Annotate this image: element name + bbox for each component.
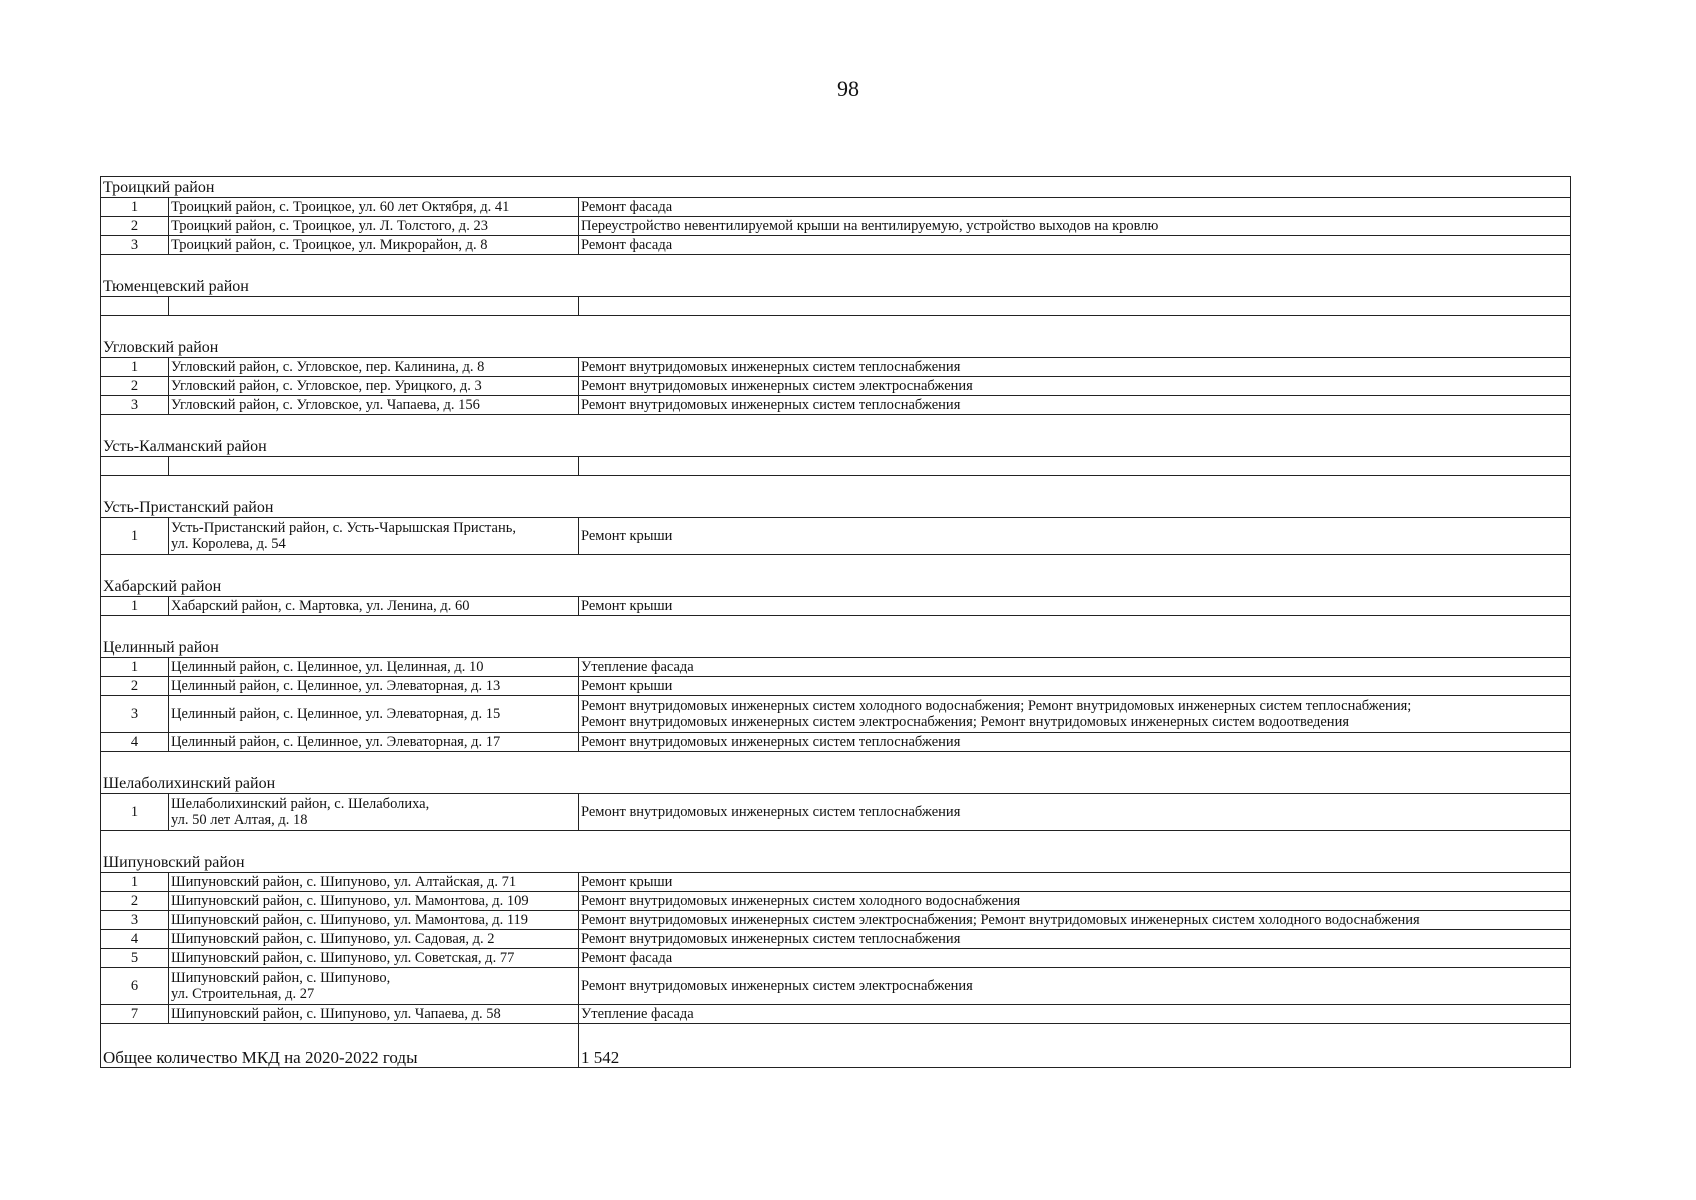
row-number: 1 [101,873,169,892]
district-name: Угловский район [101,316,1571,358]
district-name: Усть-Калманский район [101,415,1571,457]
row-address: Шипуновский район, с. Шипуново, ул. Советская, д. 77 [169,949,579,968]
table-row [101,236,1571,255]
row-number: 7 [101,1005,169,1024]
table-row [101,658,1571,677]
table-row [101,949,1571,968]
district-header [101,255,1571,297]
row-address: Троицкий район, с. Троицкое, ул. Л. Толстого, д. 23 [169,217,579,236]
row-work: Переустройство невентилируемой крыши на вентилируемую, устройство выходов на кровлю [579,217,1571,236]
empty-row [101,457,1571,476]
table-row [101,677,1571,696]
total-row [101,1024,1571,1068]
row-address: Шипуновский район, с. Шипуново, ул. Мамонтова, д. 119 [169,911,579,930]
row-address-line: ул. 50 лет Алтая, д. 18 [171,812,308,828]
row-number: 4 [101,930,169,949]
table-row [101,217,1571,236]
row-address: Угловский район, с. Угловское, пер. Урицкого, д. 3 [169,377,579,396]
table-row [101,198,1571,217]
row-work: Ремонт внутридомовых инженерных систем электроснабжения; Ремонт внутридомовых инженерных систем холодного водоснабжения [579,911,1571,930]
table-row [101,518,1571,555]
row-address: Хабарский район, с. Мартовка, ул. Ленина, д. 60 [169,597,579,616]
district-name: Хабарский район [101,555,1571,597]
row-work: Ремонт внутридомовых инженерных систем теплоснабжения [579,733,1571,752]
district-header [101,616,1571,658]
row-work [579,696,1571,733]
row-number: 2 [101,377,169,396]
district-header [101,177,1571,198]
row-number: 5 [101,949,169,968]
district-name: Шипуновский район [101,831,1571,873]
row-address: Целинный район, с. Целинное, ул. Элеваторная, д. 13 [169,677,579,696]
district-header [101,752,1571,794]
table-row [101,873,1571,892]
row-work: Ремонт внутридомовых инженерных систем теплоснабжения [579,358,1571,377]
row-number: 1 [101,794,169,831]
row-address: Угловский район, с. Угловское, пер. Калинина, д. 8 [169,358,579,377]
row-number: 6 [101,968,169,1005]
row-address-line: ул. Строительная, д. 27 [171,986,315,1002]
row-number: 2 [101,217,169,236]
row-work: Ремонт крыши [579,873,1571,892]
row-address: Целинный район, с. Целинное, ул. Целинная, д. 10 [169,658,579,677]
row-address: Шипуновский район, с. Шипуново, ул. Чапаева, д. 58 [169,1005,579,1024]
row-number: 1 [101,358,169,377]
row-number: 2 [101,892,169,911]
row-work: Ремонт крыши [579,597,1571,616]
row-address [169,518,579,555]
row-address-line: ул. Королева, д. 54 [171,536,286,552]
row-work-line: Ремонт внутридомовых инженерных систем холодного водоснабжения; Ремонт внутридомовых инженерных систем теплоснабжения; [581,697,1412,714]
row-address-line: Шелаболихинский район, с. Шелаболиха, [171,795,430,812]
district-header [101,476,1571,518]
empty-row [101,297,1571,316]
table-row [101,1005,1571,1024]
table-row [101,794,1571,831]
total-label: Общее количество МКД на 2020-2022 годы [101,1024,579,1068]
empty-cell [101,457,169,476]
page-number: 98 [837,76,859,101]
table-row [101,930,1571,949]
row-work: Ремонт фасада [579,198,1571,217]
row-address-line: Усть-Пристанский район, с. Усть-Чарышская Пристань, [171,519,516,536]
empty-cell [169,297,579,316]
row-work: Ремонт внутридомовых инженерных систем теплоснабжения [579,396,1571,415]
repair-list-table [100,176,1571,1068]
table-row [101,733,1571,752]
row-work: Ремонт фасада [579,236,1571,255]
table-row [101,911,1571,930]
row-address: Троицкий район, с. Троицкое, ул. Микрорайон, д. 8 [169,236,579,255]
empty-cell [169,457,579,476]
district-name: Усть-Пристанский район [101,476,1571,518]
row-number: 1 [101,597,169,616]
district-name: Целинный район [101,616,1571,658]
row-address [169,794,579,831]
row-address: Шипуновский район, с. Шипуново, ул. Алтайская, д. 71 [169,873,579,892]
row-address [169,968,579,1005]
row-number: 3 [101,696,169,733]
row-number: 1 [101,198,169,217]
row-number: 4 [101,733,169,752]
empty-cell [579,297,1571,316]
row-address-line: Шипуновский район, с. Шипуново, [171,969,391,986]
row-address: Шипуновский район, с. Шипуново, ул. Мамонтова, д. 109 [169,892,579,911]
row-number: 3 [101,911,169,930]
table-row [101,892,1571,911]
row-work: Ремонт внутридомовых инженерных систем теплоснабжения [579,794,1571,831]
district-header [101,555,1571,597]
row-address: Угловский район, с. Угловское, ул. Чапаева, д. 156 [169,396,579,415]
row-work: Ремонт внутридомовых инженерных систем теплоснабжения [579,930,1571,949]
row-work: Ремонт крыши [579,518,1571,555]
row-work: Ремонт внутридомовых инженерных систем холодного водоснабжения [579,892,1571,911]
row-work: Ремонт крыши [579,677,1571,696]
table-row [101,696,1571,733]
district-name: Тюменцевский район [101,255,1571,297]
table-row [101,358,1571,377]
row-address: Целинный район, с. Целинное, ул. Элеваторная, д. 15 [169,696,579,733]
empty-cell [101,297,169,316]
row-work: Ремонт внутридомовых инженерных систем электроснабжения [579,968,1571,1005]
row-work-line: Ремонт внутридомовых инженерных систем электроснабжения; Ремонт внутридомовых инженерных систем водоотведения [581,714,1349,730]
row-work: Ремонт фасада [579,949,1571,968]
district-name: Троицкий район [101,177,1571,198]
row-work: Утепление фасада [579,1005,1571,1024]
district-header [101,316,1571,358]
row-number: 3 [101,396,169,415]
district-name: Шелаболихинский район [101,752,1571,794]
row-work: Утепление фасада [579,658,1571,677]
row-number: 3 [101,236,169,255]
row-work: Ремонт внутридомовых инженерных систем электроснабжения [579,377,1571,396]
district-header [101,831,1571,873]
row-address: Шипуновский район, с. Шипуново, ул. Садовая, д. 2 [169,930,579,949]
table-row [101,377,1571,396]
row-number: 2 [101,677,169,696]
total-value: 1 542 [579,1024,1571,1068]
row-address: Целинный район, с. Целинное, ул. Элеваторная, д. 17 [169,733,579,752]
row-number: 1 [101,518,169,555]
row-number: 1 [101,658,169,677]
empty-cell [579,457,1571,476]
row-address: Троицкий район, с. Троицкое, ул. 60 лет Октября, д. 41 [169,198,579,217]
table-row [101,396,1571,415]
table-row [101,597,1571,616]
district-header [101,415,1571,457]
table-row [101,968,1571,1005]
